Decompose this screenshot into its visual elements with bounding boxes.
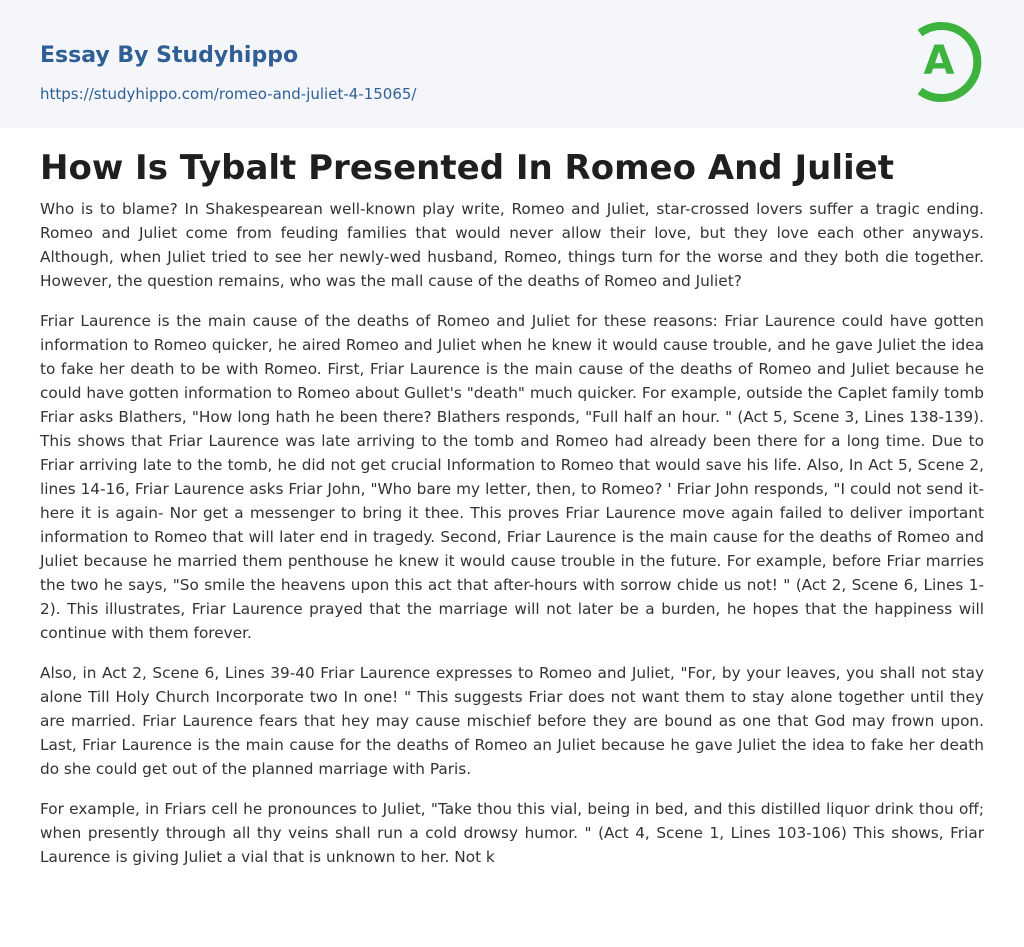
article-paragraph: Also, in Act 2, Scene 6, Lines 39-40 Friar Laurence expresses to Romeo and Juliet, "For, by your leaves, you shall not stay alone Till Holy Church Incorporate two In one! " This suggests Friar does not want them to stay alone together until they are married. Friar Laurence fears that hey may cause mischief before they are bound as one that God may frown upon. Last, Friar Laurence is the main cause for the deaths of Romeo an Juliet because he gave Juliet the idea to fake her death do she could get out of the planned marriage with Paris. [40,664,984,778]
site-brand[interactable]: Essay By Studyhippo [40,43,299,68]
article-paragraph: Friar Laurence is the main cause of the deaths of Romeo and Juliet for these reasons: Friar Laurence could have gotten information to Romeo quicker, he aired Romeo and Juliet when he knew it would cause trouble, and he gave Juliet the idea to fake her death to be with Romeo. First, Friar Laurence is the main cause of the deaths of Romeo and Juliet because he could have gotten information to Romeo about Gullet's "death" much quicker. For example, outside the Caplet family tomb Friar asks Blathers, "How long hath he been there? Blathers responds, "Full half an hour. " (Act 5, Scene 3, Lines 138-139). This shows that Friar Laurence was late arriving to the tomb and Romeo had already been there for a long time. Due to Friar arriving late to the tomb, he did not get crucial Information to Romeo that would save his life. Also, In Act 5, Scene 2, lines 14-16, Friar Laurence asks Friar John, "Who bare my letter, then, to Romeo? ' Friar John responds, "I could not send it-here it is again- Nor get a messenger to bring it thee. This proves Friar Laurence move again failed to deliver important information to Romeo that will later end in tragedy. Second, Friar Laurence is the main cause for the deaths of Romeo and Juliet because he married them penthouse he knew it would cause trouble in the future. For example, before Friar marries the two he says, "So smile the heavens upon this act that after-hours with sorrow chide us not! " (Act 2, Scene 6, Lines 1-2). This illustrates, Friar Laurence prayed that the marriage will not later be a burden, he hopes that the happiness will continue with them forever. [40,312,984,642]
article-paragraph: For example, in Friars cell he pronounces to Juliet, "Take thou this vial, being in bed, and this distilled liquor drink thou off; when presently through all thy veins shall run a cold drowsy humor. " (Act 4, Scene 1, Lines 103-106) This shows, Friar Laurence is giving Juliet a vial that is unknown to her. Not k [40,800,984,866]
article-title: How Is Tybalt Presented In Romeo And Juliet [40,148,894,188]
article [0,146,1024,869]
studyhippo-logo-icon[interactable] [912,19,986,105]
essay-url-link[interactable]: https://studyhippo.com/romeo-and-juliet-4-15065/ [40,85,417,103]
site-header [0,0,1024,128]
logo-letter: A [923,38,955,84]
article-paragraph: Who is to blame? In Shakespearean well-known play write, Romeo and Juliet, star-crossed lovers suffer a tragic ending. Romeo and Juliet come from feuding families that would never allow their love, but they love each other anyways. Although, when Juliet tried to see her newly-wed husband, Romeo, things turn for the worse and they both die together. However, the question remains, who was the mall cause of the deaths of Romeo and Juliet? [40,200,984,290]
